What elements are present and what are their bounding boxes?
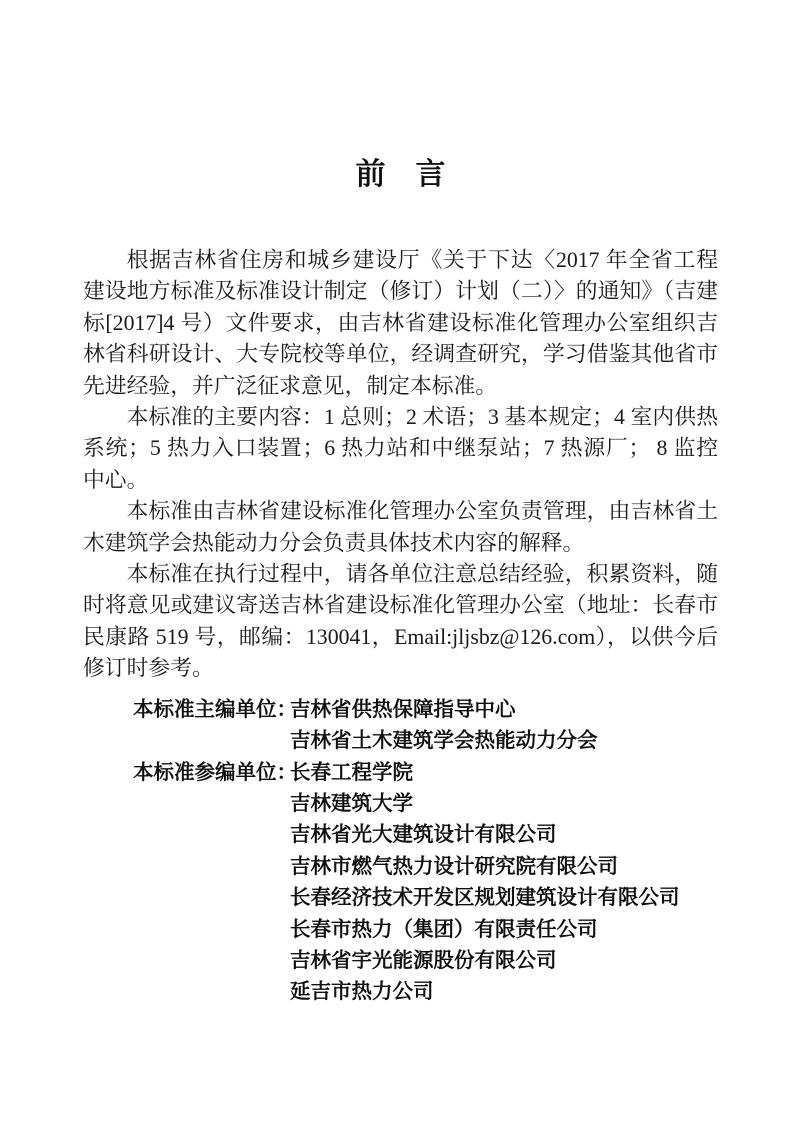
organization-name: 吉林省光大建筑设计有限公司 (290, 824, 557, 847)
organization-name: 吉林省土木建筑学会热能动力分会 (290, 730, 598, 753)
participating-editor-label: 本标准参编单位： (133, 761, 297, 784)
organization-name: 长春市热力（集团）有限责任公司 (290, 918, 598, 941)
paragraph-management: 本标准由吉林省建设标准化管理办公室负责管理，由吉林省土木建筑学会热能动力分会负责具体技术内容的解释。 (83, 499, 718, 555)
organization-name: 吉林省供热保障指导中心 (290, 698, 516, 721)
paragraph-basis: 根据吉林省住房和城乡建设厅《关于下达〈2017 年全省工程建设地方标准及标准设计制定（修订）计划（二）〉的通知》（吉建标[2017]4 号）文件要求，由吉林省建设标准化管理办公室组织吉林省科研设计、大专院校等单位，经调查研究，学习借鉴其他省市先进经验，并广泛征求意见，制定本标准。 (83, 248, 718, 398)
chief-editor-group (83, 695, 718, 758)
units-section (83, 695, 718, 1009)
paragraph-contents: 本标准的主要内容：1 总则；2 术语；3 基本规定；4 室内供热系统；5 热力入口装置；6 热力站和中继泵站；7 热源厂； 8 监控中心。 (83, 405, 718, 492)
participating-editor-org-list (290, 758, 680, 1009)
organization-name: 延吉市热力公司 (290, 981, 434, 1004)
preface-body (83, 245, 718, 685)
organization-name: 长春工程学院 (290, 761, 413, 784)
page-title: 前 言 (355, 158, 446, 191)
paragraph-feedback: 本标准在执行过程中，请各单位注意总结经验，积累资料，随时将意见或建议寄送吉林省建设标准化管理办公室（地址：长春市民康路 519 号，邮编：130041，Email:jljsbz@126.com），以供今后修订时参考。 (83, 562, 718, 681)
organization-name: 吉林市燃气热力设计研究院有限公司 (290, 855, 618, 878)
organization-name: 长春经济技术开发区规划建筑设计有限公司 (290, 887, 680, 910)
organization-name: 吉林建筑大学 (290, 792, 413, 815)
chief-editor-org-list (290, 695, 598, 758)
organization-name: 吉林省宇光能源股份有限公司 (290, 949, 557, 972)
participating-editor-group (83, 758, 718, 1009)
chief-editor-label: 本标准主编单位： (133, 698, 297, 721)
